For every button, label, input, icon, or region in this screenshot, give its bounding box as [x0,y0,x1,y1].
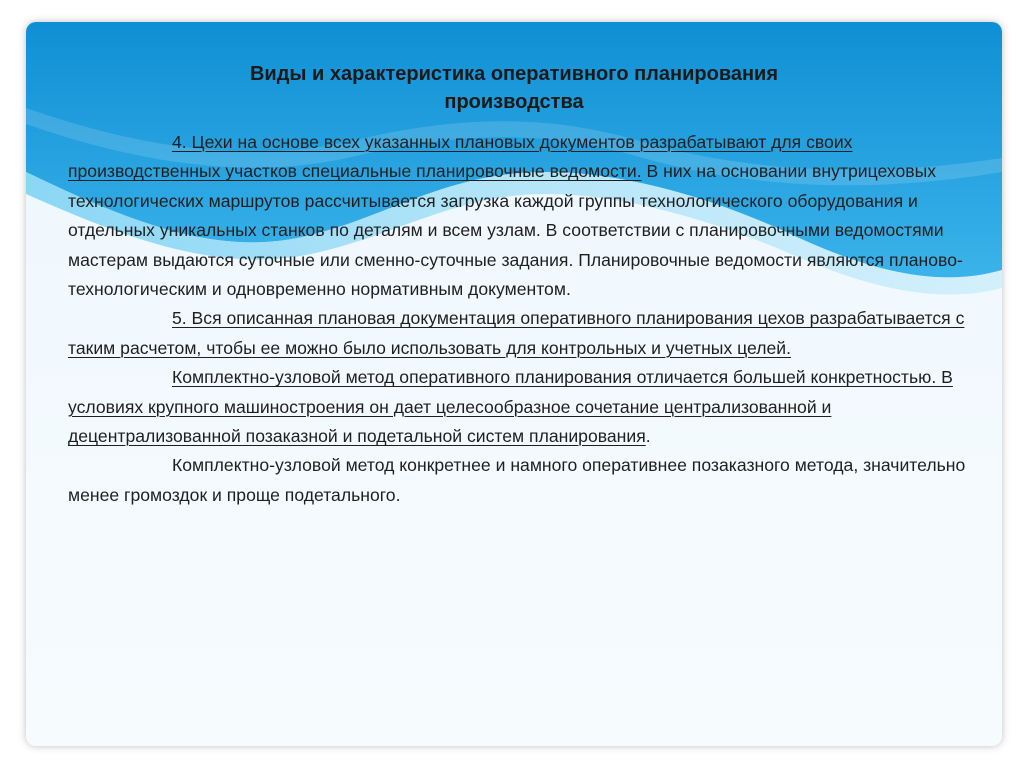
paragraph-3-text: . [645,426,651,447]
paragraph-1 [68,128,980,304]
title-line-1: Виды и характеристика оперативного планирования [249,63,779,85]
paragraph-2 [68,304,980,363]
slide-title [96,60,932,116]
paragraph-1-text: В них на основании внутрицеховых технологических маршрутов рассчитывается загрузка каждой группы технологического оборудования и отдельных уникальных станков по деталям и всем узлам. В соответствии с планировочными ведомостями мастерам выдаются суточные или сменно-суточные задания. Планировочные ведомости являются планово-технологическим и одновременно нормативным документом. [68,161,963,300]
paragraph-2-underlined: 5. Вся описанная плановая документация оперативного планирования цехов разрабатывается с таким расчетом, чтобы ее можно было использовать для контрольных и учетных целей. [68,308,965,358]
paragraph-3 [68,363,980,451]
slide-body [68,128,980,510]
paragraph-4-text: Комплектно-узловой метод конкретнее и намного оперативнее позаказного метода, значительно менее громоздок и проще подетального. [68,455,966,505]
paragraph-4 [68,451,980,510]
content-panel [26,22,1002,746]
paragraph-3-underlined: Комплектно-узловой метод оперативного планирования отличается большей конкретностью. В условиях крупного машиностроения он дает целесообразное сочетание централизованной и децентрализованной позаказной и подетальной систем планирования [68,367,953,447]
title-line-2: производства [444,91,584,113]
paragraph-1-underlined: 4. Цехи на основе всех указанных плановых документов разрабатывают для своих производственных участков специальные планировочные ведомости. [68,132,853,182]
